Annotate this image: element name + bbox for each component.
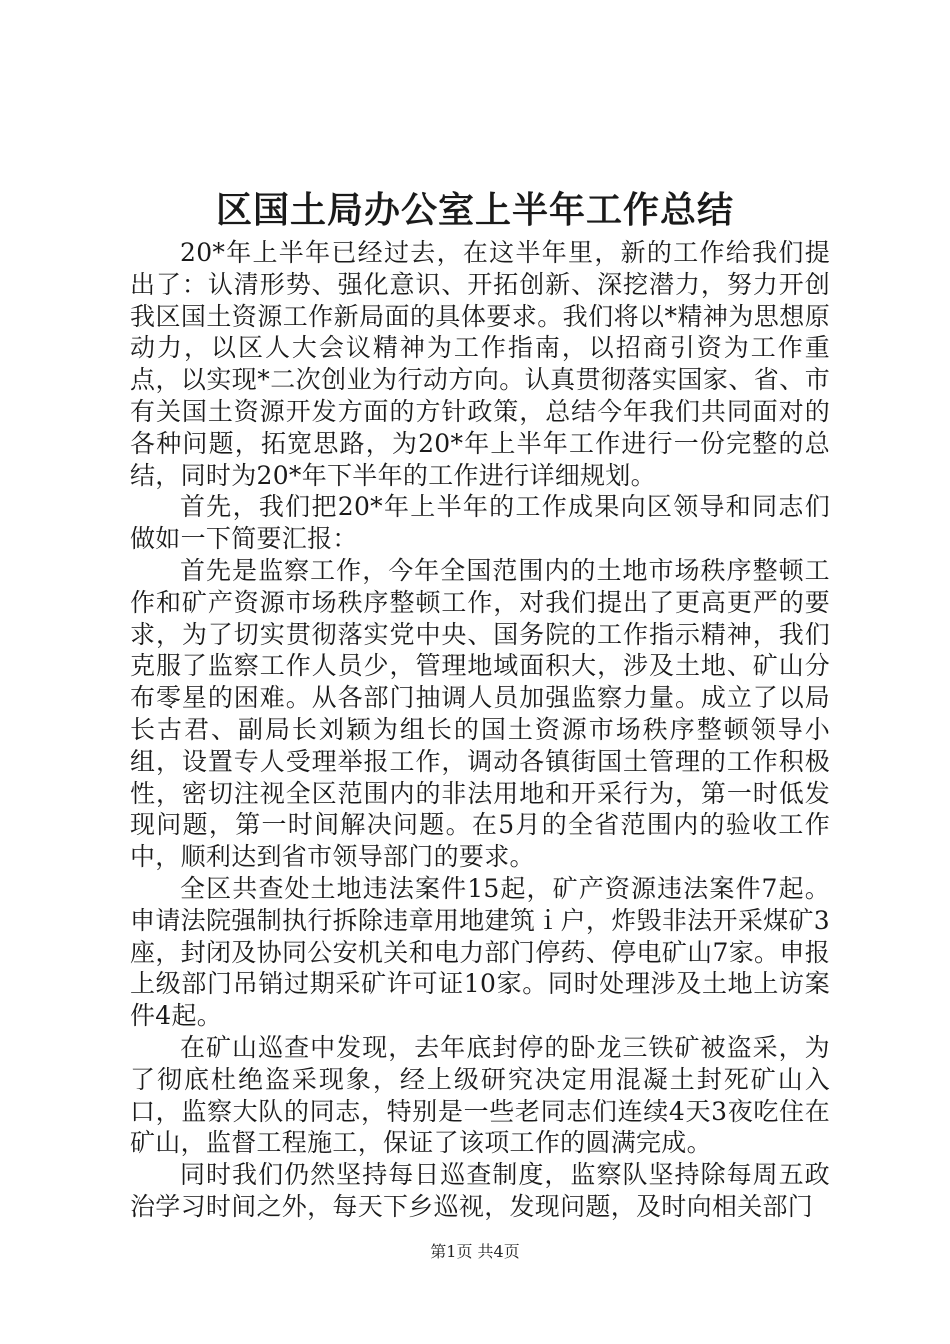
document-body <box>130 237 830 1223</box>
paragraph-mine-patrol: 在矿山巡查中发现，去年底封停的卧龙三铁矿被盗采，为了彻底杜绝盗采现象，经上级研究决定用混凝土封死矿山入口，监察大队的同志，特别是一些老同志们连续4天3夜吃住在矿山，监督工程施工，保证了该项工作的圆满完成。 <box>130 1032 830 1158</box>
paragraph-supervision-work: 首先是监察工作，今年全国范围内的土地市场秩序整顿工作和矿产资源市场秩序整顿工作，对我们提出了更高更严的要求，为了切实贯彻落实党中央、国务院的工作指示精神，我们克服了监察工作人员少，管理地域面积大，涉及土地、矿山分布零星的困难。从各部门抽调人员加强监察力量。成立了以局长古君、副局长刘颖为组长的国土资源市场秩序整顿领导小组，设置专人受理举报工作，调动各镇街国土管理的工作积极性，密切注视全区范围内的非法用地和开采行为，第一时低发现问题，第一时间解决问题。在5月的全省范围内的验收工作中，顺利达到省市领导部门的要求。 <box>130 555 830 872</box>
page-number-footer: 第1页 共4页 <box>430 1242 520 1261</box>
paragraph-daily-patrol: 同时我们仍然坚持每日巡查制度，监察队坚持除每周五政治学习时间之外，每天下乡巡视，发现问题，及时向相关部门 <box>130 1160 830 1221</box>
paragraph-intro: 20*年上半年已经过去，在这半年里，新的工作给我们提出了：认清形势、强化意识、开拓创新、深挖潜力，努力开创我区国土资源工作新局面的具体要求。我们将以*精神为思想原动力，以区人大会议精神为工作指南，以招商引资为工作重点，以实现*二次创业为行动方向。认真贯彻落实国家、省、市有关国土资源开发方面的方针政策，总结今年我们共同面对的各种问题，拓宽思路，为20*年上半年工作进行一份完整的总结，同时为20*年下半年的工作进行详细规划。 <box>130 238 830 490</box>
document-title: 区国土局办公室上半年工作总结 <box>215 189 734 231</box>
paragraph-report-preface: 首先，我们把20*年上半年的工作成果向区领导和同志们做如一下简要汇报： <box>130 492 830 554</box>
paragraph-case-statistics: 全区共查处土地违法案件15起，矿产资源违法案件7起。申请法院强制执行拆除违章用地建筑ｉ户，炸毁非法开采煤矿3座，封闭及协同公安机关和电力部门停药、停电矿山7家。申报上级部门吊销过期采矿许可证10家。同时处理涉及土地上访案件4起。 <box>130 873 830 1031</box>
